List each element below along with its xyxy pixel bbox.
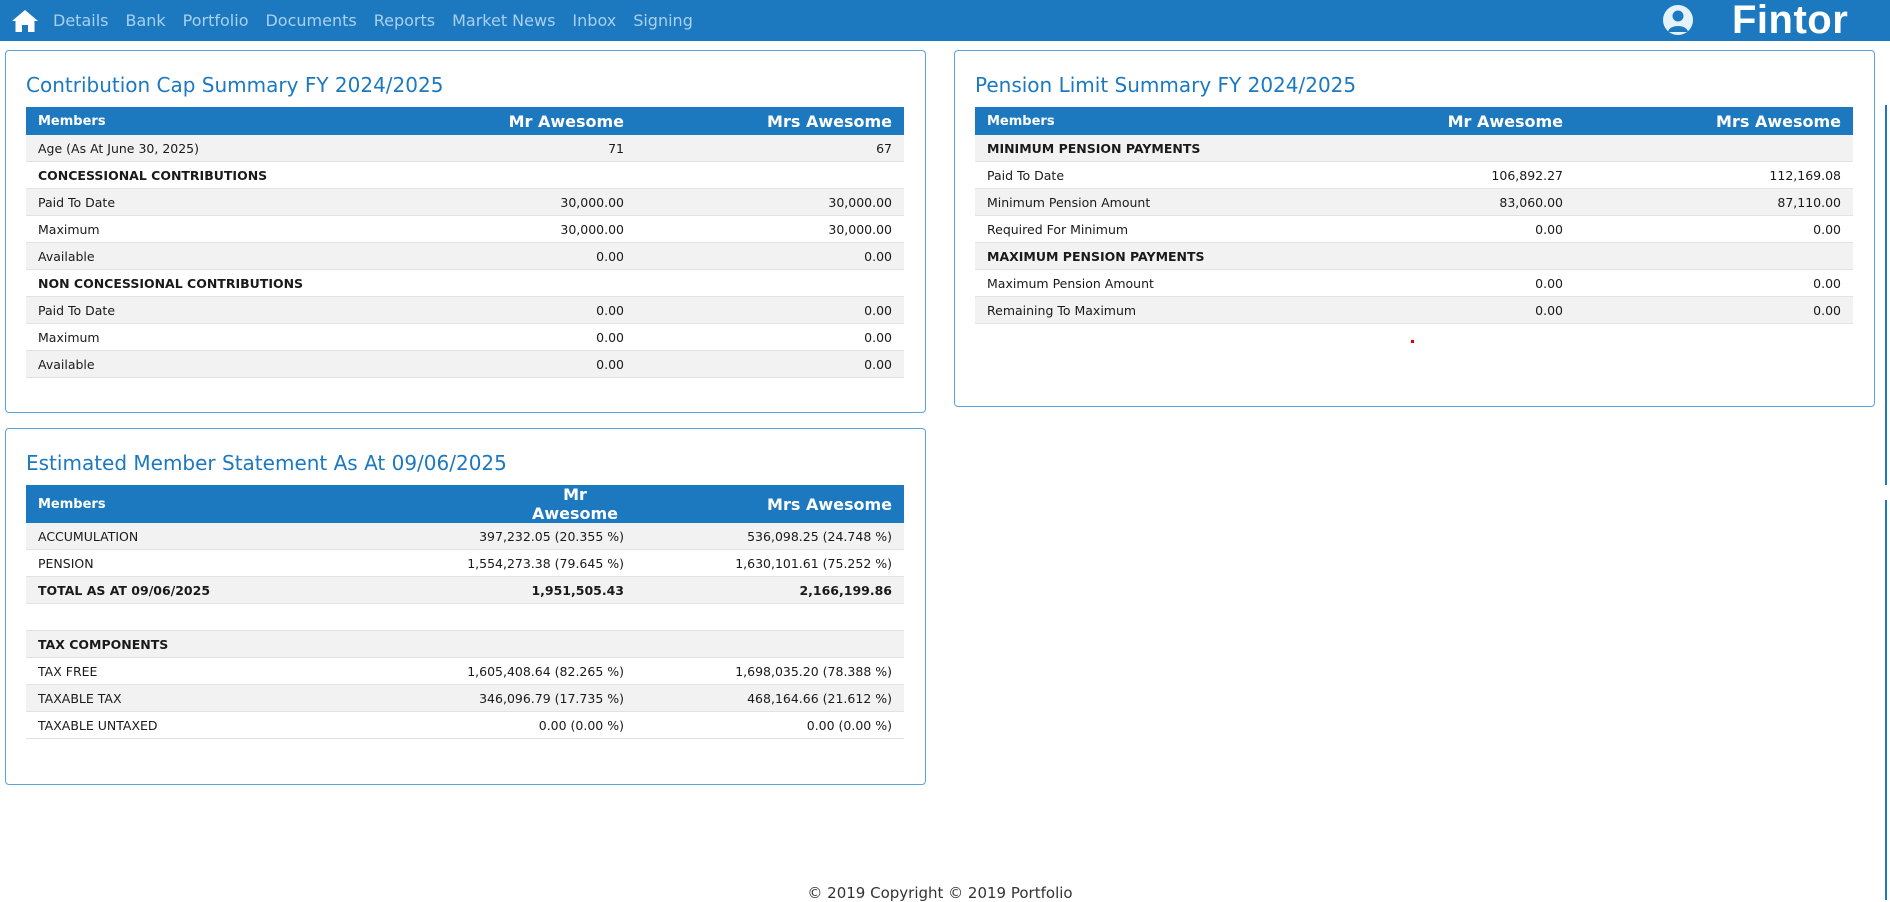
row-label: Remaining To Maximum xyxy=(975,297,1275,324)
table-row xyxy=(26,523,904,550)
row-label: Maximum xyxy=(26,216,326,243)
pension-limit-title: Pension Limit Summary FY 2024/2025 xyxy=(975,73,1357,97)
header-mrs-awesome: Mrs Awesome xyxy=(636,107,904,135)
row-label: Available xyxy=(26,351,326,378)
table-row xyxy=(975,216,1853,243)
table-section-row xyxy=(26,162,904,189)
row-value-mr-awesome: 0.00 xyxy=(1275,270,1575,297)
row-label: Maximum xyxy=(26,324,326,351)
row-value-mrs-awesome xyxy=(636,604,904,631)
table-section-row xyxy=(975,135,1853,162)
member-statement-table xyxy=(26,485,904,739)
table-row xyxy=(975,270,1853,297)
table-section-row xyxy=(26,631,904,658)
row-value-mr-awesome: 1,951,505.43 xyxy=(326,577,636,604)
row-value-mrs-awesome xyxy=(636,631,904,658)
row-value-mr-awesome: 346,096.79 (17.735 %) xyxy=(326,685,636,712)
row-value-mrs-awesome: 1,698,035.20 (78.388 %) xyxy=(636,658,904,685)
table-section-row xyxy=(26,270,904,297)
header-members: Members xyxy=(975,107,1275,135)
table-section-row xyxy=(26,577,904,604)
row-label: Minimum Pension Amount xyxy=(975,189,1275,216)
table-header-row xyxy=(26,485,904,523)
row-value-mr-awesome xyxy=(1275,243,1575,270)
row-value-mrs-awesome: 468,164.66 (21.612 %) xyxy=(636,685,904,712)
header-members: Members xyxy=(26,107,326,135)
nav-item-signing[interactable]: Signing xyxy=(633,11,693,30)
row-value-mrs-awesome xyxy=(636,270,904,297)
row-label: MAXIMUM PENSION PAYMENTS xyxy=(975,243,1275,270)
contribution-cap-panel xyxy=(5,50,926,413)
table-section-row xyxy=(975,243,1853,270)
row-value-mr-awesome: 30,000.00 xyxy=(326,216,636,243)
row-value-mrs-awesome xyxy=(1575,243,1853,270)
row-value-mr-awesome: 0.00 xyxy=(326,324,636,351)
row-value-mr-awesome: 0.00 xyxy=(326,243,636,270)
row-value-mr-awesome: 0.00 xyxy=(326,351,636,378)
table-row xyxy=(975,297,1853,324)
row-value-mrs-awesome: 0.00 xyxy=(1575,297,1853,324)
row-value-mr-awesome xyxy=(326,604,636,631)
row-label: Paid To Date xyxy=(975,162,1275,189)
row-value-mr-awesome: 0.00 xyxy=(1275,216,1575,243)
pension-limit-table xyxy=(975,107,1853,324)
row-label: Paid To Date xyxy=(26,189,326,216)
row-value-mrs-awesome: 0.00 xyxy=(1575,270,1853,297)
table-row xyxy=(26,685,904,712)
table-row xyxy=(26,189,904,216)
row-label: Maximum Pension Amount xyxy=(975,270,1275,297)
nav-item-bank[interactable]: Bank xyxy=(125,11,166,30)
row-value-mrs-awesome: 30,000.00 xyxy=(636,189,904,216)
row-label: TAXABLE TAX xyxy=(26,685,326,712)
row-label: Available xyxy=(26,243,326,270)
row-value-mrs-awesome xyxy=(1575,135,1853,162)
row-label: PENSION xyxy=(26,550,326,577)
table-header-row xyxy=(26,107,904,135)
row-value-mrs-awesome: 0.00 xyxy=(636,324,904,351)
header-mrs-awesome: Mrs Awesome xyxy=(636,485,904,523)
nav-item-details[interactable]: Details xyxy=(53,11,109,30)
row-value-mrs-awesome: 0.00 xyxy=(636,351,904,378)
table-row xyxy=(26,135,904,162)
user-icon[interactable] xyxy=(1663,5,1693,35)
nav-item-portfolio[interactable]: Portfolio xyxy=(182,11,249,30)
table-row xyxy=(26,216,904,243)
row-value-mr-awesome xyxy=(1275,135,1575,162)
home-icon[interactable] xyxy=(11,8,39,34)
top-navbar xyxy=(0,0,1890,41)
row-value-mrs-awesome: 536,098.25 (24.748 %) xyxy=(636,523,904,550)
row-value-mrs-awesome xyxy=(636,162,904,189)
row-value-mr-awesome: 1,554,273.38 (79.645 %) xyxy=(326,550,636,577)
table-row xyxy=(26,604,904,631)
row-label: TOTAL AS AT 09/06/2025 xyxy=(26,577,326,604)
table-row xyxy=(26,712,904,739)
row-label: Required For Minimum xyxy=(975,216,1275,243)
header-mr-awesome: Mr Awesome xyxy=(326,485,636,523)
header-members: Members xyxy=(26,485,326,523)
nav-item-inbox[interactable]: Inbox xyxy=(572,11,617,30)
row-label: Paid To Date xyxy=(26,297,326,324)
row-value-mr-awesome: 71 xyxy=(326,135,636,162)
row-value-mrs-awesome: 0.00 xyxy=(636,243,904,270)
table-row xyxy=(26,658,904,685)
nav-item-market-news[interactable]: Market News xyxy=(452,11,556,30)
table-row xyxy=(26,243,904,270)
contribution-cap-title: Contribution Cap Summary FY 2024/2025 xyxy=(26,73,444,97)
table-row xyxy=(26,297,904,324)
pension-limit-panel xyxy=(954,50,1875,407)
row-value-mr-awesome: 106,892.27 xyxy=(1275,162,1575,189)
row-value-mrs-awesome: 67 xyxy=(636,135,904,162)
row-value-mrs-awesome: 1,630,101.61 (75.252 %) xyxy=(636,550,904,577)
row-label: TAXABLE UNTAXED xyxy=(26,712,326,739)
row-value-mr-awesome xyxy=(326,631,636,658)
row-value-mr-awesome: 397,232.05 (20.355 %) xyxy=(326,523,636,550)
row-label: TAX FREE xyxy=(26,658,326,685)
row-value-mrs-awesome: 112,169.08 xyxy=(1575,162,1853,189)
row-value-mrs-awesome: 87,110.00 xyxy=(1575,189,1853,216)
row-value-mrs-awesome: 0.00 xyxy=(1575,216,1853,243)
row-value-mrs-awesome: 0.00 (0.00 %) xyxy=(636,712,904,739)
row-value-mr-awesome: 83,060.00 xyxy=(1275,189,1575,216)
table-row xyxy=(26,324,904,351)
table-header-row xyxy=(975,107,1853,135)
row-label: TAX COMPONENTS xyxy=(26,631,326,658)
header-mrs-awesome: Mrs Awesome xyxy=(1575,107,1853,135)
row-label: CONCESSIONAL CONTRIBUTIONS xyxy=(26,162,326,189)
nav-menu xyxy=(53,11,710,30)
nav-item-reports[interactable]: Reports xyxy=(373,11,436,30)
table-row xyxy=(26,550,904,577)
row-value-mrs-awesome: 2,166,199.86 xyxy=(636,577,904,604)
row-value-mr-awesome: 1,605,408.64 (82.265 %) xyxy=(326,658,636,685)
row-value-mr-awesome: 0.00 (0.00 %) xyxy=(326,712,636,739)
row-label: ACCUMULATION xyxy=(26,523,326,550)
scrollbar-track-lower[interactable] xyxy=(1885,500,1887,900)
nav-item-documents[interactable]: Documents xyxy=(265,11,357,30)
row-value-mr-awesome: 0.00 xyxy=(1275,297,1575,324)
row-value-mrs-awesome: 30,000.00 xyxy=(636,216,904,243)
row-value-mrs-awesome: 0.00 xyxy=(636,297,904,324)
header-mr-awesome: Mr Awesome xyxy=(326,107,636,135)
table-row xyxy=(975,189,1853,216)
row-label: Age (As At June 30, 2025) xyxy=(26,135,326,162)
row-value-mr-awesome: 0.00 xyxy=(326,297,636,324)
footer-copyright: © 2019 Copyright © 2019 Portfolio xyxy=(807,884,1073,902)
member-statement-title: Estimated Member Statement As At 09/06/2025 xyxy=(26,451,507,475)
row-label xyxy=(26,604,326,631)
row-label: MINIMUM PENSION PAYMENTS xyxy=(975,135,1275,162)
table-row xyxy=(975,162,1853,189)
row-value-mr-awesome xyxy=(326,270,636,297)
row-value-mr-awesome: 30,000.00 xyxy=(326,189,636,216)
row-value-mr-awesome xyxy=(326,162,636,189)
marker-dot xyxy=(1411,340,1414,343)
contribution-cap-table xyxy=(26,107,904,378)
scrollbar-track[interactable] xyxy=(1885,105,1887,485)
header-mr-awesome: Mr Awesome xyxy=(1275,107,1575,135)
table-row xyxy=(26,351,904,378)
member-statement-panel xyxy=(5,428,926,785)
brand-logo[interactable]: Fintor xyxy=(1732,0,1849,42)
row-label: NON CONCESSIONAL CONTRIBUTIONS xyxy=(26,270,326,297)
